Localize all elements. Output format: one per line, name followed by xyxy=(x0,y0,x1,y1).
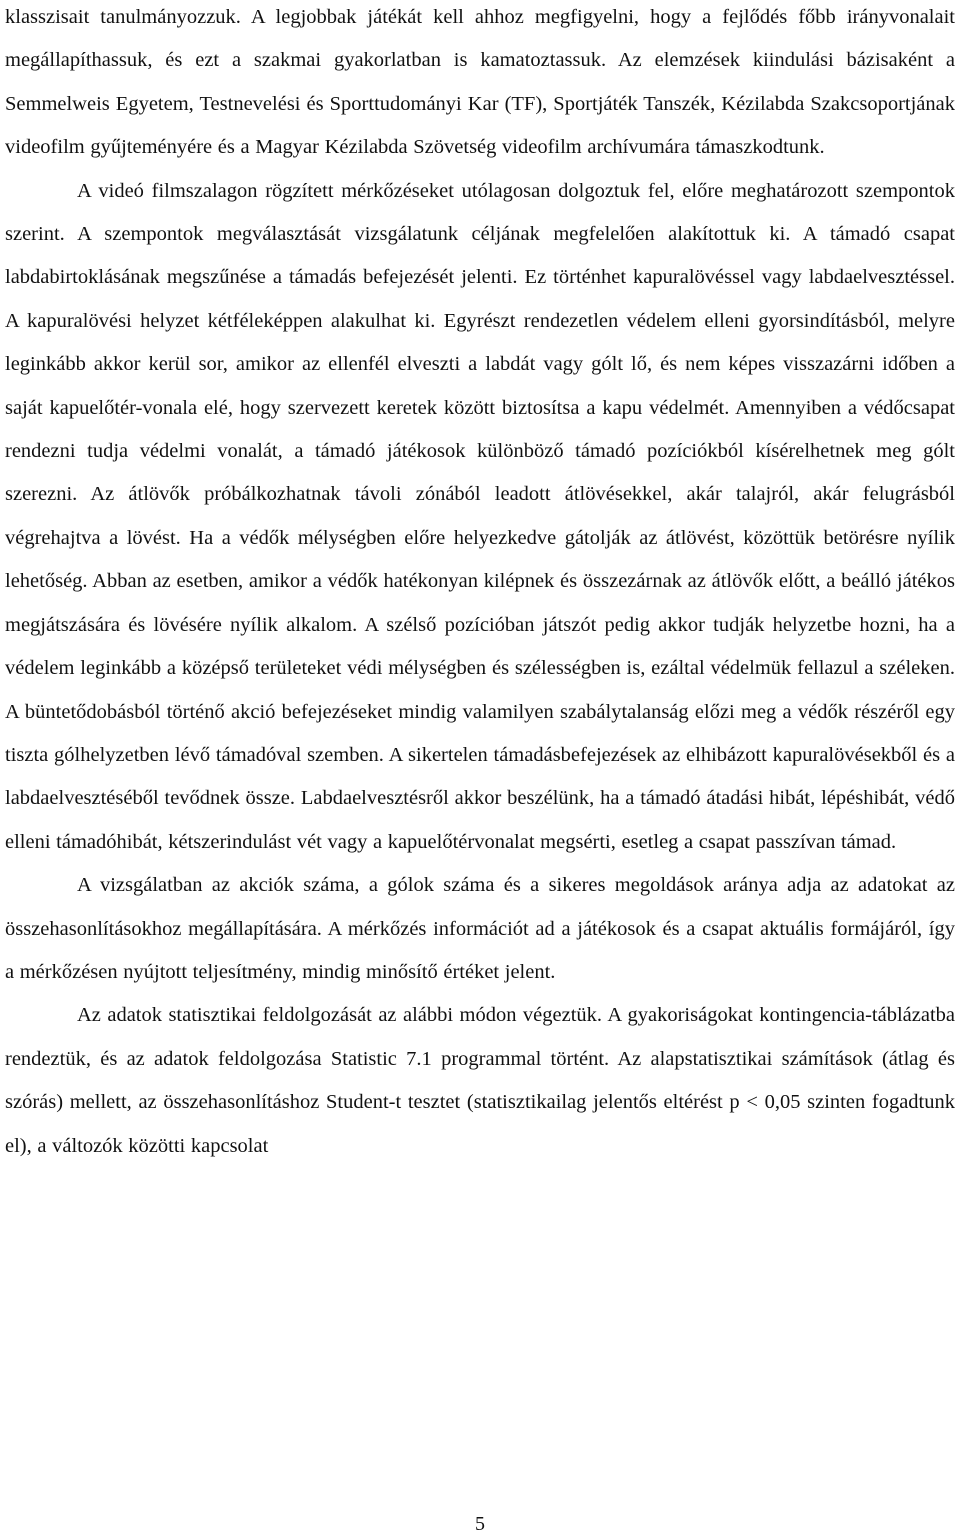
paragraph-continuation: klasszisait tanulmányozzuk. A legjobbak játékát kell ahhoz megfigyelni, hogy a fejlődés főbb irányvonalait megállapíthassuk, és ezt a szakmai gyakorlatban is kamatoztassuk. Az elemzések kiindulási bázisaként a Semmelweis Egyetem, Testnevelési és Sporttudományi Kar (TF), Sportjáték Tanszék, Kézilabda Szakcsoportjának videofilm gyűjteményére és a Magyar Kézilabda Szövetség videofilm archívumára támaszkodtunk. xyxy=(5,6,955,159)
paragraph-statistics: Az adatok statisztikai feldolgozását az alábbi módon végeztük. A gyakoriságokat kontingencia-táblázatba rendeztük, és az adatok feldolgozása Statistic 7.1 programmal történt. Az alapstatisztikai számítások (átlag és szórás) mellett, az összehasonlításhoz Student-t tesztet (statisztikailag jelentős eltérést p < 0,05 szinten fogadtunk el), a változók közötti kapcsolat xyxy=(5,1004,955,1157)
document-page xyxy=(5,0,955,1168)
page-number: 5 xyxy=(475,1513,485,1535)
paragraph-data-sources: A vizsgálatban az akciók száma, a gólok száma és a sikeres megoldások aránya adja az adatokat az összehasonlításokhoz megállapítására. A mérkőzés információt ad a játékosok és a csapat aktuális formájáról, így a mérkőzésen nyújtott teljesítmény, mindig minősítő értéket jelent. xyxy=(5,874,955,983)
paragraph-video-analysis: A videó filmszalagon rögzített mérkőzéseket utólagosan dolgoztuk fel, előre meghatározott szempontok szerint. A szempontok megválasztását vizsgálatunk céljának megfelelően alakítottuk ki. A támadó csapat labdabirtoklásának megszűnése a támadás befejezését jelenti. Ez történhet kapuralövéssel vagy labdaelvesztéssel. A kapuralövési helyzet kétféleképpen alakulhat ki. Egyrészt rendezetlen védelem elleni gyorsindításból, melyre leginkább akkor kerül sor, amikor az ellenfél elveszti a labdát vagy gólt lő, és nem képes visszazárni időben a saját kapuelőtér-vonala elé, hogy szervezett keretek között biztosítsa a kapu védelmét. Amennyiben a védőcsapat rendezni tudja védelmi vonalát, a támadó játékosok különböző támadó pozíciókból kísérelhetnek meg gólt szerezni. Az átlövők próbálkozhatnak távoli zónából leadott átlövésekkel, akár talajról, akár felugrásból végrehajtva a lövést. Ha a védők mélységben előre helyezkedve gátolják az átlövést, közöttük betörésre nyílik lehetőség. Abban az esetben, amikor a védők hatékonyan kilépnek és összezárnak az átlövők előtt, a beálló játékos megjátszására és lövésére nyílik alkalom. A szélső pozícióban játszót pedig akkor tudják helyzetbe hozni, ha a védelem leginkább a középső területeket védi mélységben és szélességben is, ezáltal védelmük fellazul a széleken. A büntetődobásból történő akció befejezéseket mindig valamilyen szabálytalanság előzi meg a védők részéről egy tiszta gólhelyzetben lévő támadóval szemben. A sikertelen támadásbefejezések az elhibázott kapuralövésekből és a labdaelvesztéséből tevődnek össze. Labdaelvesztésről akkor beszélünk, ha a támadó átadási hibát, lépéshibát, védő elleni támadóhibát, kétszerindulást vét vagy a kapuelőtérvonalat megsérti, esetleg a csapat passzívan támad. xyxy=(5,179,955,853)
